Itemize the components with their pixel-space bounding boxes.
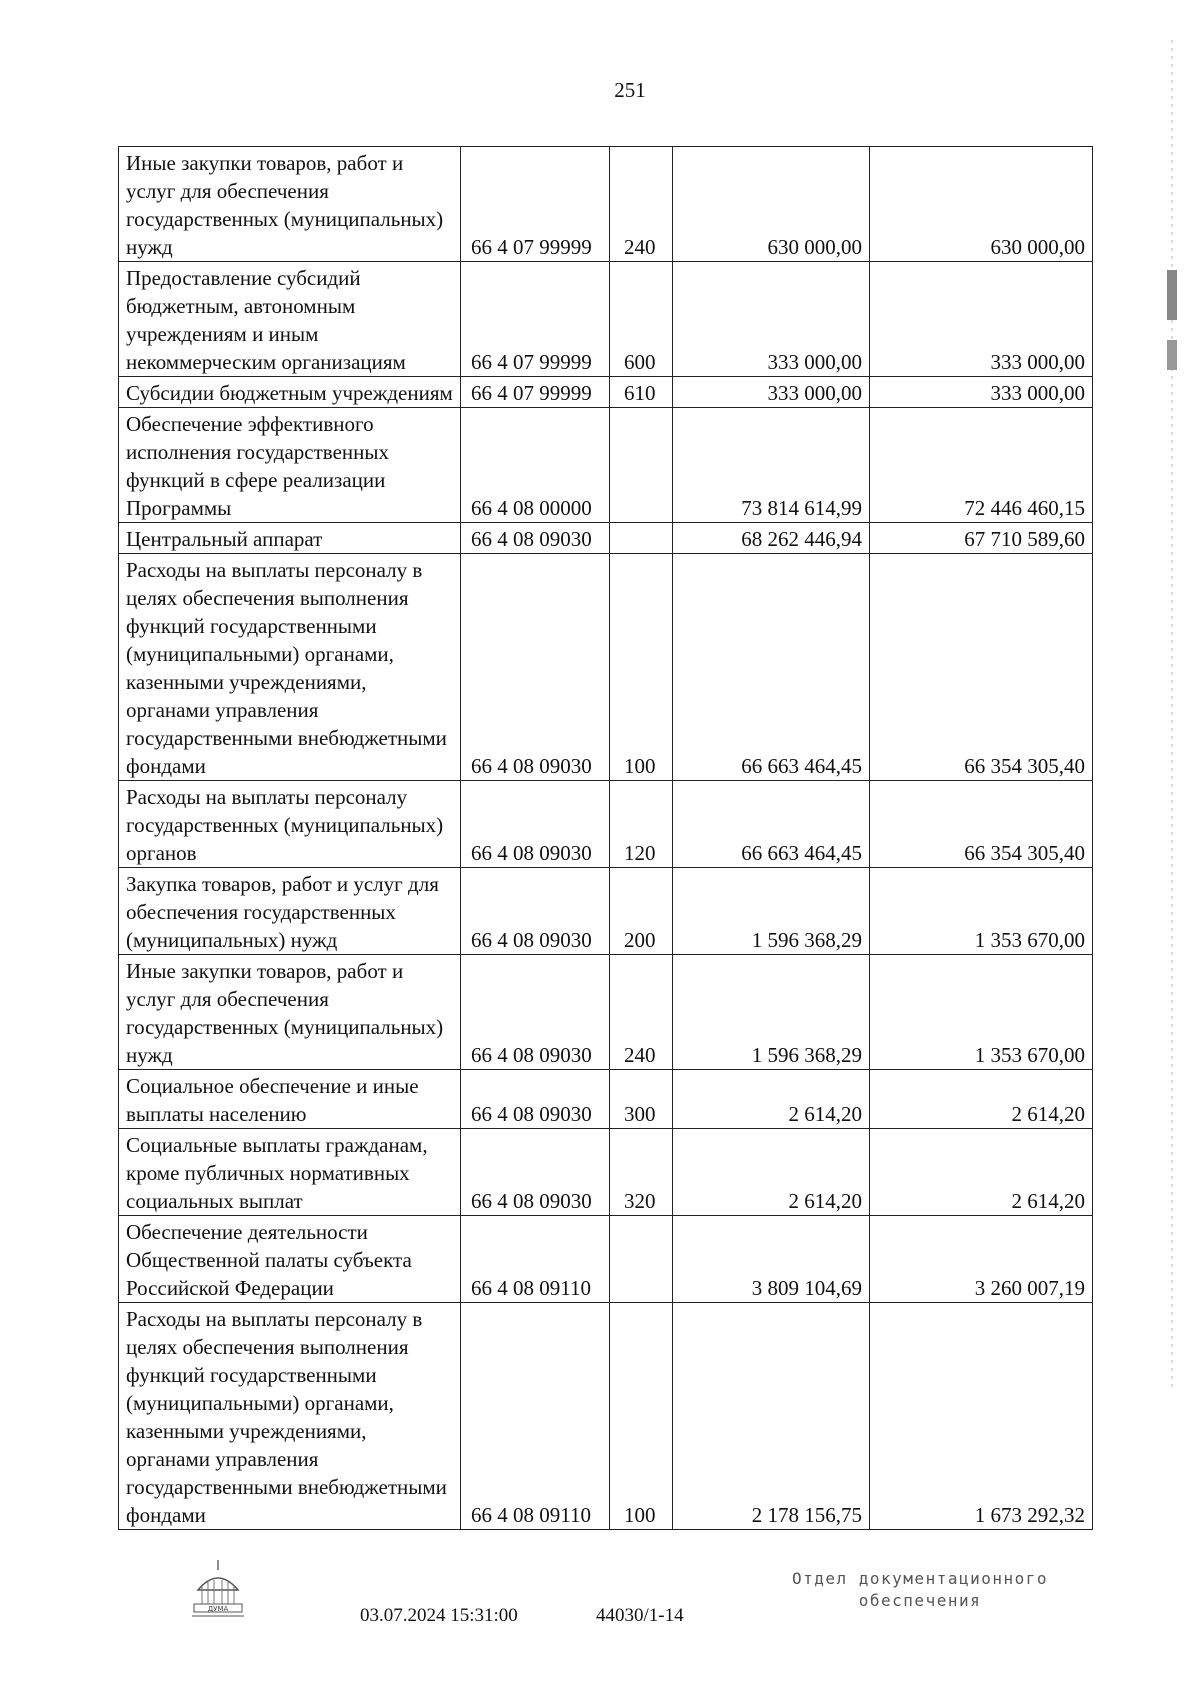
scan-margin-marks [1165, 40, 1179, 1390]
cell-sum-1: 66 663 464,45 [673, 781, 870, 868]
stamp-line-1: Отдел документационного [791, 1569, 1049, 1588]
cell-name: Закупка товаров, работ и услуг для обеспечения государственных (муниципальных) нужд [119, 868, 461, 955]
table-row [119, 1216, 1093, 1303]
cell-code: 66 4 08 09030 [461, 955, 610, 1070]
cell-sum-1: 1 596 368,29 [673, 955, 870, 1070]
cell-code: 66 4 08 09030 [461, 781, 610, 868]
cell-code: 66 4 08 09030 [461, 868, 610, 955]
cell-name: Социальное обеспечение и иные выплаты населению [119, 1070, 461, 1129]
cell-vr: 240 [610, 147, 673, 262]
cell-name: Обеспечение эффективного исполнения государственных функций в сфере реализации Программы [119, 408, 461, 523]
cell-vr [610, 523, 673, 554]
cell-sum-1: 68 262 446,94 [673, 523, 870, 554]
cell-sum-2: 67 710 589,60 [870, 523, 1093, 554]
cell-sum-2: 1 353 670,00 [870, 868, 1093, 955]
page-number: 251 [614, 78, 646, 102]
cell-sum-2: 1 353 670,00 [870, 955, 1093, 1070]
cell-name: Иные закупки товаров, работ и услуг для обеспечения государственных (муниципальных) нужд [119, 955, 461, 1070]
cell-sum-1: 73 814 614,99 [673, 408, 870, 523]
cell-name: Расходы на выплаты персоналу в целях обеспечения выполнения функций государственными (муниципальными) органами, казенными учреждениями, органами управления государственными внебюджетными фондами [119, 1303, 461, 1530]
table-row [119, 408, 1093, 523]
cell-sum-2: 630 000,00 [870, 147, 1093, 262]
cell-code: 66 4 08 09030 [461, 1129, 610, 1216]
cell-sum-2: 66 354 305,40 [870, 554, 1093, 781]
cell-vr: 100 [610, 554, 673, 781]
cell-name: Обеспечение деятельности Общественной палаты субъекта Российской Федерации [119, 1216, 461, 1303]
table-row [119, 554, 1093, 781]
cell-sum-1: 630 000,00 [673, 147, 870, 262]
cell-code: 66 4 08 09110 [461, 1216, 610, 1303]
cell-code: 66 4 08 09030 [461, 554, 610, 781]
cell-vr: 120 [610, 781, 673, 868]
duma-logo-icon [190, 1560, 246, 1620]
footer-date: 03.07.2024 15:31:00 [360, 1605, 518, 1626]
cell-sum-1: 333 000,00 [673, 377, 870, 408]
cell-code: 66 4 08 00000 [461, 408, 610, 523]
footer-doc-code: 44030/1-14 [596, 1605, 684, 1626]
cell-vr [610, 1216, 673, 1303]
cell-name: Предоставление субсидий бюджетным, автономным учреждениям и иным некоммерческим организациям [119, 262, 461, 377]
table-row [119, 868, 1093, 955]
table-row [119, 781, 1093, 868]
cell-name: Расходы на выплаты персоналу в целях обеспечения выполнения функций государственными (муниципальными) органами, казенными учреждениями, органами управления государственными внебюджетными фондами [119, 554, 461, 781]
cell-code: 66 4 07 99999 [461, 262, 610, 377]
cell-sum-2: 72 446 460,15 [870, 408, 1093, 523]
cell-vr: 100 [610, 1303, 673, 1530]
cell-code: 66 4 07 99999 [461, 377, 610, 408]
table-row [119, 147, 1093, 262]
table-row [119, 1070, 1093, 1129]
table-row [119, 523, 1093, 554]
budget-table-body [119, 147, 1093, 1530]
cell-name: Расходы на выплаты персоналу государственных (муниципальных) органов [119, 781, 461, 868]
cell-code: 66 4 08 09030 [461, 1070, 610, 1129]
cell-name: Иные закупки товаров, работ и услуг для обеспечения государственных (муниципальных) нужд [119, 147, 461, 262]
cell-name: Субсидии бюджетным учреждениям [119, 377, 461, 408]
cell-sum-2: 66 354 305,40 [870, 781, 1093, 868]
cell-vr: 610 [610, 377, 673, 408]
cell-vr: 200 [610, 868, 673, 955]
cell-sum-1: 2 614,20 [673, 1070, 870, 1129]
cell-sum-1: 2 614,20 [673, 1129, 870, 1216]
cell-vr: 240 [610, 955, 673, 1070]
department-stamp [760, 1568, 1080, 1612]
cell-sum-1: 1 596 368,29 [673, 868, 870, 955]
cell-vr: 320 [610, 1129, 673, 1216]
stamp-line-2: обеспечения [858, 1591, 982, 1610]
cell-name: Социальные выплаты гражданам, кроме публичных нормативных социальных выплат [119, 1129, 461, 1216]
cell-name: Центральный аппарат [119, 523, 461, 554]
cell-sum-1: 3 809 104,69 [673, 1216, 870, 1303]
table-row [119, 377, 1093, 408]
cell-sum-2: 2 614,20 [870, 1129, 1093, 1216]
cell-sum-2: 3 260 007,19 [870, 1216, 1093, 1303]
cell-sum-1: 66 663 464,45 [673, 554, 870, 781]
cell-sum-1: 2 178 156,75 [673, 1303, 870, 1530]
cell-code: 66 4 08 09110 [461, 1303, 610, 1530]
cell-sum-2: 1 673 292,32 [870, 1303, 1093, 1530]
table-row [119, 955, 1093, 1070]
cell-vr: 600 [610, 262, 673, 377]
svg-text:ДУМА: ДУМА [207, 1605, 229, 1613]
table-row [119, 262, 1093, 377]
cell-code: 66 4 08 09030 [461, 523, 610, 554]
table-row [119, 1129, 1093, 1216]
cell-vr: 300 [610, 1070, 673, 1129]
budget-table [118, 146, 1093, 1530]
cell-sum-2: 333 000,00 [870, 377, 1093, 408]
cell-vr [610, 408, 673, 523]
table-row [119, 1303, 1093, 1530]
cell-sum-2: 2 614,20 [870, 1070, 1093, 1129]
cell-sum-2: 333 000,00 [870, 262, 1093, 377]
cell-sum-1: 333 000,00 [673, 262, 870, 377]
cell-code: 66 4 07 99999 [461, 147, 610, 262]
